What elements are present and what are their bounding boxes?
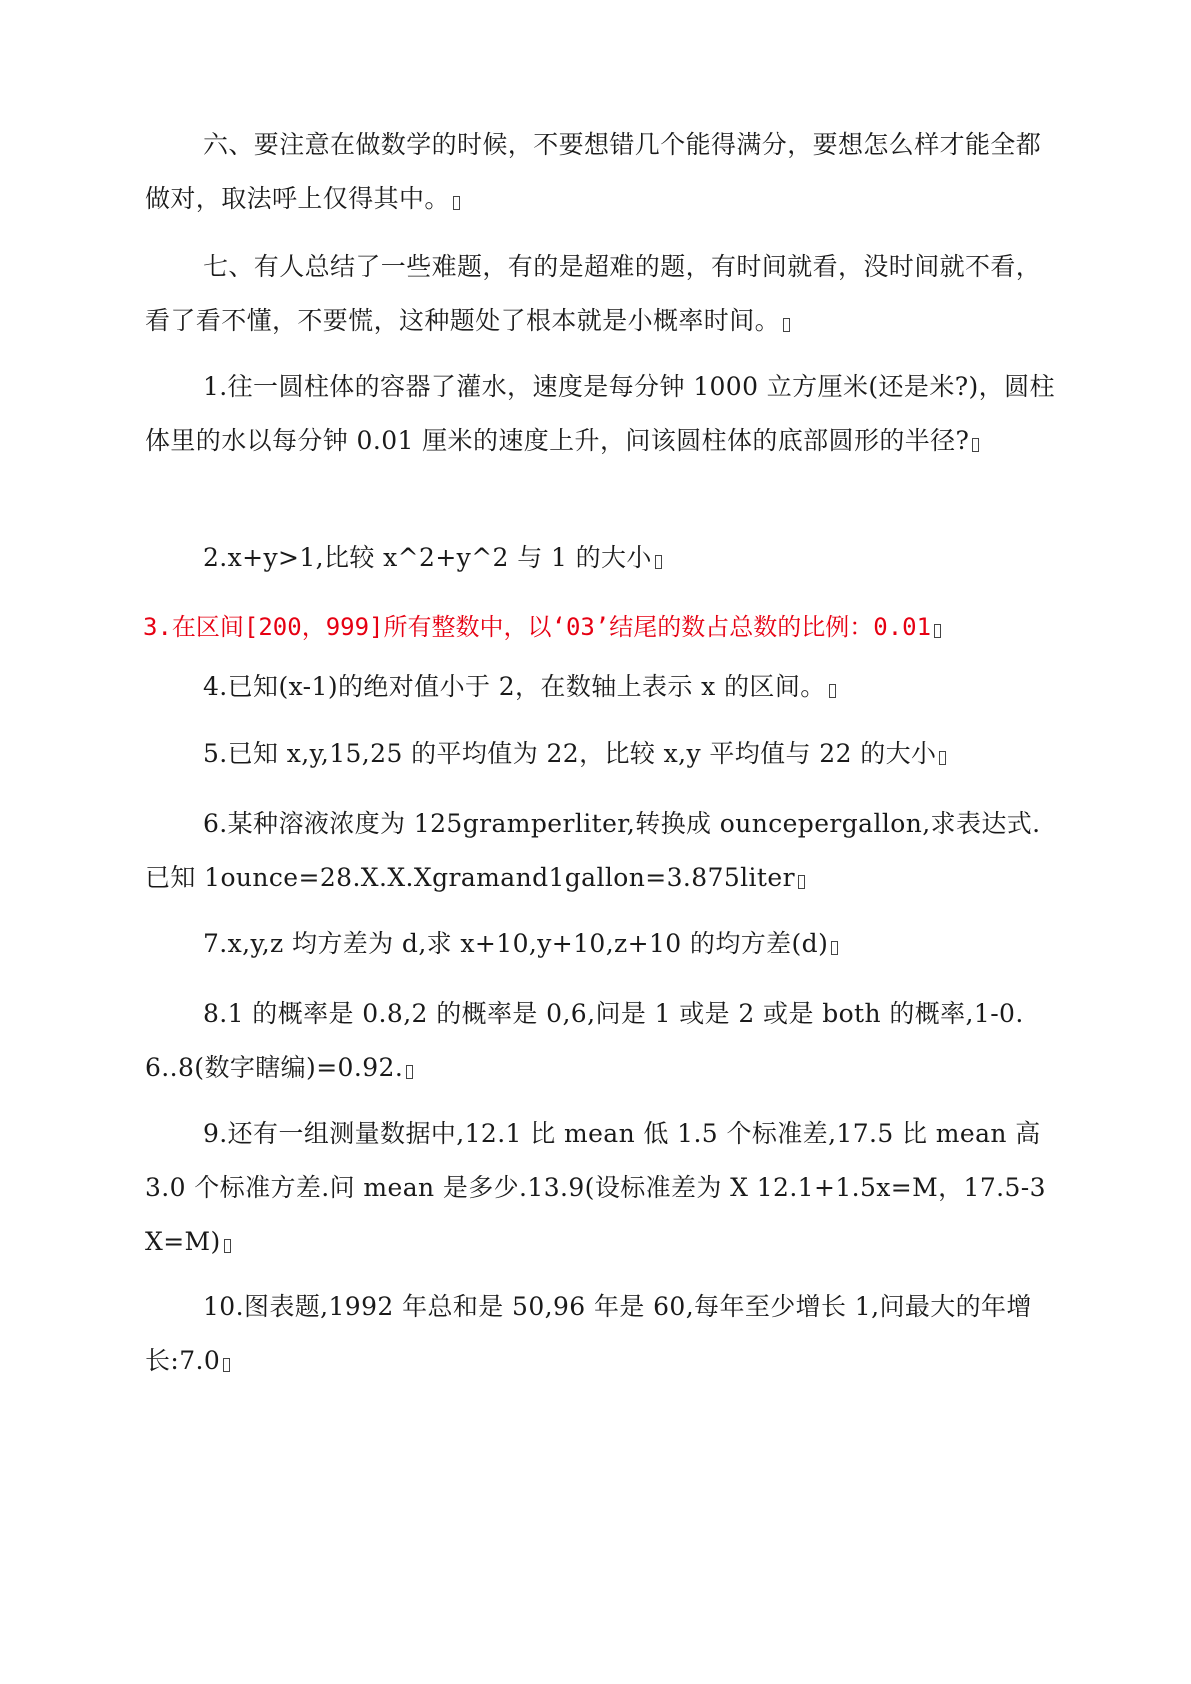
paragraph-mark-icon: [453, 196, 460, 210]
paragraph-mark-icon: [406, 1065, 413, 1079]
paragraph-mark-icon: [223, 1358, 230, 1372]
paragraph-mark-icon: [224, 1239, 231, 1253]
paragraph-mark-icon: [934, 624, 941, 638]
question-10: 10.图表题,1992 年总和是 50,96 年是 60,每年至少增长 1,问最大的年增长:7.0: [145, 1292, 1032, 1375]
paragraph-mark-icon: [829, 684, 836, 698]
paragraph-mark-icon: [831, 941, 838, 955]
paragraph-mark-icon: [655, 555, 662, 569]
paragraph-mark-icon: [783, 318, 790, 332]
question-7: 7.x,y,z 均方差为 d,求 x+10,y+10,z+10 的均方差(d): [145, 917, 1055, 971]
question-9: 9.还有一组测量数据中,12.1 比 mean 低 1.5 个标准差,17.5 比 mean 高 3.0 个标准方差.问 mean 是多少.13.9(设标准差为 X 12.1+1.5x=M，17.5-3X=M): [145, 1119, 1046, 1256]
question-1: 1.往一圆柱体的容器了灌水，速度是每分钟 1000 立方厘米(还是米?)，圆柱体里的水以每分钟 0.01 厘米的速度上升，问该圆柱体的底部圆形的半径?: [145, 372, 1055, 455]
paragraph-mark-icon: [939, 751, 946, 765]
question-4: 4.已知(x-1)的绝对值小于 2，在数轴上表示 x 的区间。: [145, 660, 1055, 714]
paragraph-six: 六、要注意在做数学的时候，不要想错几个能得满分，要想怎么样才能全都做对，取法呼上仅得其中。: [145, 130, 1042, 213]
question-6: 6.某种溶液浓度为 125gramperliter,转换成 ouncepergallon,求表达式.已知 1ounce=28.X.X.Xgramand1gallon=3.875liter: [145, 809, 1041, 892]
paragraph-seven: 七、有人总结了一些难题，有的是超难的题，有时间就看，没时间就不看，看了看不懂，不要慌，这种题处了根本就是小概率时间。: [145, 252, 1042, 335]
question-5: 5.已知 x,y,15,25 的平均值为 22，比较 x,y 平均值与 22 的大小: [145, 727, 1055, 781]
paragraph-mark-icon: [798, 875, 805, 889]
paragraph-mark-icon: [972, 438, 979, 452]
question-2: 2.x+y>1,比较 x^2+y^2 与 1 的大小: [145, 531, 1055, 585]
question-3-highlighted: 3.在区间[200，999]所有整数中，以‘03’结尾的数占总数的比例：0.01: [143, 600, 1073, 654]
question-8: 8.1 的概率是 0.8,2 的概率是 0,6,问是 1 或是 2 或是 both 的概率,1-0.6..8(数字瞎编)=0.92.: [145, 999, 1024, 1082]
